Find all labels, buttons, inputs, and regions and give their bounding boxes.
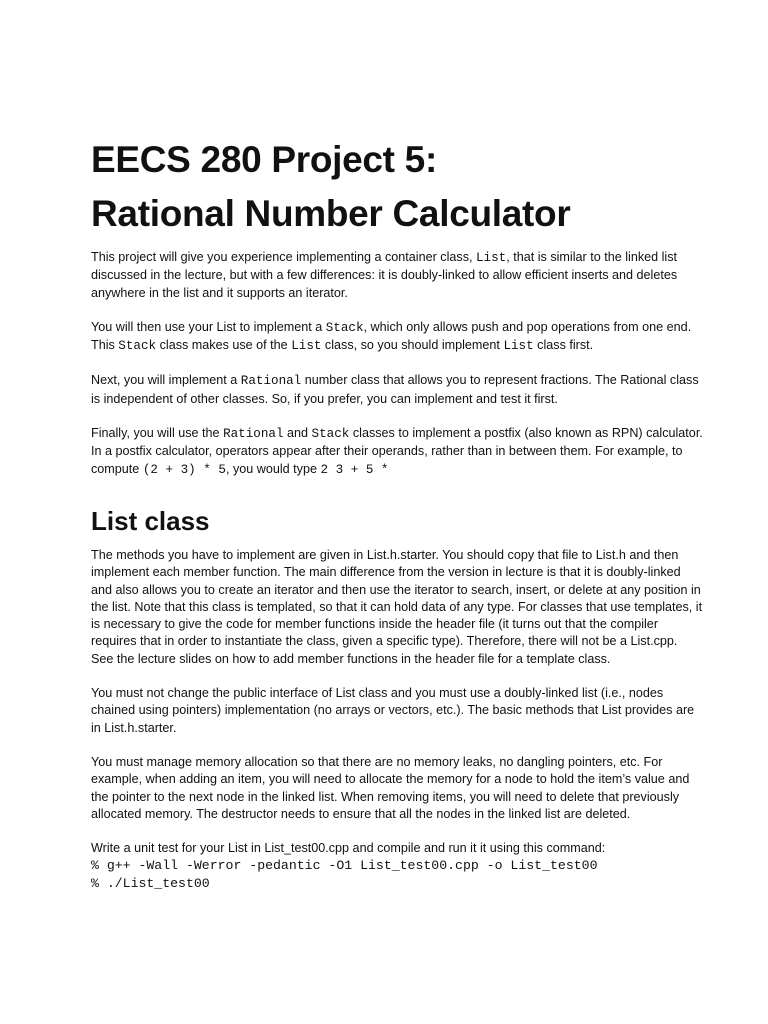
- code-expression: (2 + 3) * 5: [142, 462, 226, 477]
- text-run: class first.: [533, 338, 594, 353]
- list-paragraph-4: Write a unit test for your List in List_test00.cpp and compile and run it it using this command:: [91, 841, 606, 856]
- text-run: Finally, you will use the: [91, 426, 224, 441]
- page-title: [91, 133, 703, 241]
- intro-paragraph-1: [91, 249, 703, 302]
- text-run: , that is similar to the linked list discussed in the lecture, but with a few differences: it is doubly-linked to allow efficient inserts and deletes anywhere in the list and it supports an iterator.: [91, 250, 678, 300]
- list-paragraph-3: You must manage memory allocation so that there are no memory leaks, no dangling pointers, etc. For example, when adding an item, you will need to allocate the memory for a node to hold the item’s value and the pointer to the next node in the linked list. When removing items, you will need to delete that previously allocated memory. The destructor needs to ensure that all the nodes in the linked list are deleted.: [91, 754, 690, 821]
- text-run: and: [283, 426, 312, 441]
- text-run: , which only allows push and pop operations from one end. This: [91, 319, 692, 353]
- title-line-1: EECS 280 Project 5:: [91, 139, 437, 180]
- title-line-2: Rational Number Calculator: [91, 193, 571, 234]
- document-page: [91, 133, 703, 892]
- intro-paragraph-4: [91, 425, 703, 479]
- code-stack: Stack: [325, 320, 364, 335]
- code-list: List: [291, 339, 322, 354]
- run-command: % ./List_test00: [91, 875, 210, 891]
- code-postfix-expression: 2 3 + 5 *: [320, 462, 389, 477]
- text-run: , you would type: [225, 461, 321, 476]
- code-stack: Stack: [311, 427, 350, 442]
- section-heading-list-class: List class: [91, 505, 210, 536]
- list-paragraph-2: You must not change the public interface of List class and you must use a doubly-linked list (i.e., nodes chained using pointers) implementation (no arrays or vectors, etc.). The basic methods that List provides are in List.h.starter.: [91, 686, 695, 735]
- code-list: List: [503, 339, 534, 354]
- text-run: This project will give you experience implementing a container class,: [91, 250, 476, 264]
- code-list: List: [476, 251, 507, 265]
- code-stack: Stack: [118, 339, 157, 354]
- text-run: You will then use your List to implement a: [91, 319, 326, 334]
- text-run: number class that allows you to represent fractions. The Rational class is independent of other classes. So, if you prefer, you can implement and test it first.: [91, 373, 699, 406]
- code-rational: Rational: [240, 374, 302, 389]
- intro-paragraph-3: [91, 372, 703, 408]
- compile-command: % g++ -Wall -Werror -pedantic -O1 List_test00.cpp -o List_test00: [91, 858, 598, 874]
- code-rational: Rational: [223, 427, 284, 442]
- text-run: Next, you will implement a: [91, 373, 241, 388]
- text-run: class, so you should implement: [321, 338, 504, 353]
- intro-paragraph-2: [91, 319, 703, 356]
- text-run: class makes use of the: [156, 338, 292, 353]
- text-run: classes to implement a postfix (also known as RPN) calculator. In a postfix calculator, operators appear after their operands, rather than in between them. For example, to compute: [91, 426, 703, 476]
- list-paragraph-1: The methods you have to implement are given in List.h.starter. You should copy that file to List.h and then implement each member function. The main difference from the version in lecture is that it is doubly-linked and also allows you to create an iterator and then use the iterator to search, insert, or delete at any position in the list. Note that this class is templated, so that it can hold data of any type. For classes that use templates, it is necessary to give the code for member functions inside the header file (it turns out that the compiler requires that in order to instantiate the class, given a specific type). Therefore, there will not be a List.cpp. See the lecture slides on how to add member functions in the header file for a template class.: [91, 547, 703, 666]
